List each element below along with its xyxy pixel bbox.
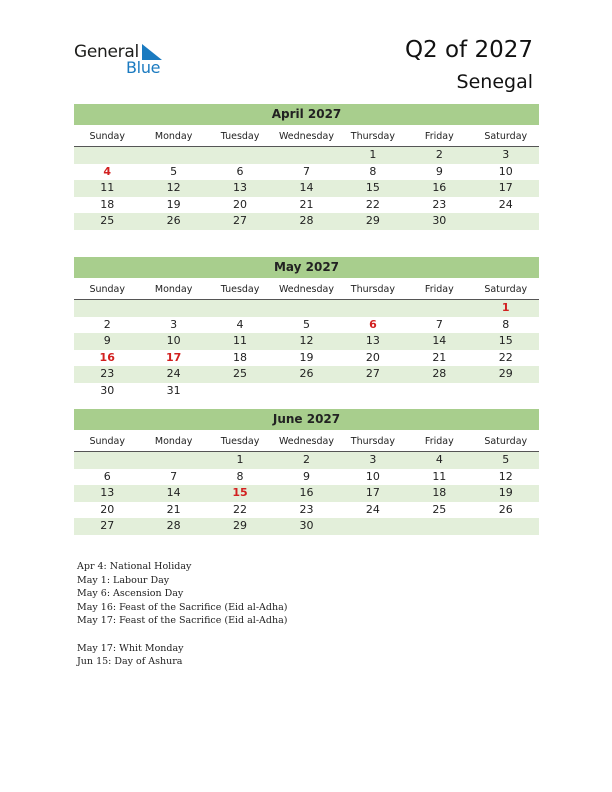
day-cell: 17 — [165, 350, 182, 364]
day-cell: 24 — [166, 367, 181, 380]
day-cell: 16 — [99, 350, 115, 364]
day-cell: 10 — [498, 164, 513, 178]
week-row — [74, 350, 539, 367]
day-cell: 19 — [166, 197, 181, 211]
day-cell: 14 — [299, 181, 314, 194]
month-header: June 2027 — [74, 409, 539, 430]
day-cell: 17 — [365, 486, 380, 499]
weekday-label: Tuesday — [220, 131, 260, 142]
day-cell: 23 — [432, 197, 447, 211]
day-cell: 30 — [100, 383, 115, 397]
week-row — [74, 452, 539, 469]
day-cell: 12 — [299, 334, 314, 347]
day-cell — [207, 383, 273, 400]
day-cell: 18 — [432, 486, 447, 499]
day-cell: 18 — [233, 350, 248, 364]
day-cell: 4 — [103, 164, 112, 178]
day-cell: 29 — [233, 519, 248, 532]
day-cell: 14 — [432, 334, 447, 347]
day-cell: 22 — [233, 502, 248, 516]
day-cell: 28 — [166, 519, 181, 532]
day-cell: 20 — [365, 350, 380, 364]
day-cell: 26 — [498, 502, 513, 516]
day-cell: 26 — [166, 214, 181, 227]
week-row — [74, 300, 539, 317]
day-cell: 10 — [365, 469, 380, 483]
day-cell: 5 — [170, 164, 178, 178]
day-cell: 11 — [100, 181, 115, 194]
holiday-note: Jun 15: Day of Ashura — [77, 656, 183, 668]
day-cell: 24 — [498, 197, 513, 211]
day-cell: 11 — [432, 469, 447, 483]
holiday-note: May 16: Feast of the Sacrifice (Eid al-Adha) — [77, 601, 288, 613]
day-cell — [473, 518, 539, 535]
day-cell: 15 — [232, 486, 248, 499]
week-row — [74, 164, 539, 181]
weekday-label: Thursday — [350, 284, 395, 295]
day-cell: 24 — [365, 502, 380, 516]
day-cell: 25 — [100, 214, 115, 227]
day-cell: 8 — [369, 164, 377, 178]
day-cell: 15 — [365, 181, 380, 194]
day-cell: 28 — [432, 367, 447, 380]
week-row — [74, 197, 539, 214]
month-header: May 2027 — [74, 257, 539, 278]
day-cell — [140, 452, 206, 469]
day-cell — [406, 383, 472, 400]
notes-spacer — [77, 628, 287, 642]
day-cell: 10 — [166, 334, 181, 347]
day-cell: 29 — [498, 367, 513, 380]
weekday-label: Friday — [424, 131, 454, 142]
day-cell: 5 — [302, 317, 310, 331]
week-row — [74, 485, 539, 502]
day-cell: 2 — [302, 453, 310, 466]
weekday-label: Monday — [154, 131, 193, 142]
day-cell — [473, 213, 539, 230]
day-cell: 2 — [435, 148, 443, 161]
day-cell: 17 — [498, 181, 513, 194]
weekday-label: Thursday — [350, 436, 395, 447]
day-cell: 1 — [236, 453, 244, 466]
weekday-label: Sunday — [89, 436, 125, 447]
day-cell: 4 — [236, 317, 244, 331]
weekday-label: Tuesday — [220, 284, 260, 295]
day-cell: 13 — [100, 486, 115, 499]
week-row — [74, 502, 539, 519]
day-cell: 20 — [100, 502, 115, 516]
weekday-label: Tuesday — [220, 436, 260, 447]
day-cell: 19 — [299, 350, 314, 364]
weekday-label: Friday — [424, 436, 454, 447]
day-cell: 1 — [369, 148, 377, 161]
week-row — [74, 147, 539, 164]
weekday-label: Saturday — [484, 131, 528, 142]
day-cell — [340, 300, 406, 317]
week-row — [74, 518, 539, 535]
day-cell: 7 — [302, 164, 310, 178]
day-cell — [74, 452, 140, 469]
day-cell: 13 — [365, 334, 380, 347]
day-cell: 14 — [166, 486, 181, 499]
week-row — [74, 317, 539, 334]
day-cell: 11 — [233, 334, 248, 347]
day-cell — [74, 300, 140, 317]
month-calendar — [74, 257, 539, 399]
week-row — [74, 333, 539, 350]
day-cell — [207, 300, 273, 317]
month-calendar — [74, 409, 539, 535]
weekday-header-row — [74, 281, 539, 300]
holiday-note: May 17: Whit Monday — [77, 642, 184, 654]
day-cell: 28 — [299, 214, 314, 227]
day-cell — [140, 147, 206, 164]
day-cell: 21 — [432, 350, 447, 364]
day-cell: 4 — [435, 453, 443, 466]
week-row — [74, 180, 539, 197]
weekday-label: Wednesday — [278, 436, 334, 447]
holiday-note: May 6: Ascension Day — [77, 588, 184, 600]
holiday-note: Apr 4: National Holiday — [77, 561, 192, 572]
week-row — [74, 366, 539, 383]
day-cell: 21 — [166, 502, 181, 516]
logo — [74, 42, 184, 82]
day-cell: 27 — [365, 367, 380, 380]
day-cell: 25 — [233, 367, 248, 380]
week-row — [74, 469, 539, 486]
day-cell: 9 — [103, 334, 111, 347]
day-cell: 7 — [435, 317, 443, 331]
day-cell: 3 — [502, 148, 510, 161]
weekday-label: Wednesday — [278, 284, 334, 295]
holiday-note: May 1: Labour Day — [77, 574, 170, 586]
weekday-label: Sunday — [89, 131, 125, 142]
weekday-label: Saturday — [484, 436, 528, 447]
day-cell: 22 — [365, 197, 380, 211]
day-cell: 22 — [498, 350, 513, 364]
day-cell — [406, 300, 472, 317]
day-cell — [473, 383, 539, 400]
day-cell: 5 — [502, 453, 510, 466]
day-cell: 3 — [170, 317, 178, 331]
weekday-label: Thursday — [350, 131, 395, 142]
holiday-note: May 17: Feast of the Sacrifice (Eid al-Adha) — [77, 615, 288, 627]
month-header: April 2027 — [74, 104, 539, 125]
day-cell: 20 — [233, 197, 248, 211]
day-cell — [340, 383, 406, 400]
day-cell: 9 — [302, 469, 310, 483]
day-cell: 26 — [299, 367, 314, 380]
week-row — [74, 383, 539, 400]
day-cell: 12 — [166, 181, 181, 194]
weekday-label: Sunday — [89, 284, 125, 295]
day-cell: 27 — [100, 519, 115, 532]
logo-blue-text: Blue — [126, 58, 161, 77]
weekday-header-row — [74, 128, 539, 147]
day-cell — [74, 147, 140, 164]
day-cell: 2 — [103, 317, 111, 331]
day-cell — [273, 383, 339, 400]
month-calendar — [74, 104, 539, 230]
day-cell: 18 — [100, 197, 115, 211]
logo-general-text: General — [74, 42, 139, 62]
weekday-label: Monday — [154, 284, 193, 295]
day-cell: 12 — [498, 469, 513, 483]
page-title: Q2 of 2027 — [404, 37, 533, 63]
weekday-label: Monday — [154, 436, 193, 447]
day-cell: 29 — [365, 214, 380, 227]
holiday-notes — [77, 560, 287, 669]
day-cell — [273, 300, 339, 317]
day-cell: 6 — [369, 317, 377, 331]
day-cell — [340, 518, 406, 535]
day-cell: 31 — [166, 383, 181, 397]
day-cell: 7 — [170, 469, 178, 483]
day-cell: 16 — [432, 181, 447, 194]
day-cell: 23 — [100, 367, 115, 380]
weekday-label: Saturday — [484, 284, 528, 295]
day-cell — [406, 518, 472, 535]
day-cell: 30 — [432, 214, 447, 227]
day-cell: 27 — [233, 214, 248, 227]
day-cell: 19 — [498, 486, 513, 499]
weekday-label: Friday — [424, 284, 454, 295]
day-cell — [273, 147, 339, 164]
day-cell: 23 — [299, 502, 314, 516]
weekday-header-row — [74, 433, 539, 452]
day-cell — [140, 300, 206, 317]
day-cell: 1 — [501, 301, 510, 314]
day-cell: 25 — [432, 502, 447, 516]
day-cell: 30 — [299, 519, 314, 532]
weekday-label: Wednesday — [278, 131, 334, 142]
day-cell: 13 — [233, 181, 248, 194]
day-cell: 6 — [236, 164, 244, 178]
day-cell: 8 — [502, 317, 510, 331]
day-cell: 15 — [498, 334, 513, 347]
day-cell: 9 — [435, 164, 443, 178]
country-name: Senegal — [456, 71, 533, 93]
day-cell — [207, 147, 273, 164]
day-cell: 21 — [299, 197, 314, 211]
day-cell: 6 — [103, 469, 111, 483]
day-cell: 8 — [236, 469, 244, 483]
day-cell: 3 — [369, 453, 377, 466]
week-row — [74, 213, 539, 230]
day-cell: 16 — [299, 486, 314, 499]
